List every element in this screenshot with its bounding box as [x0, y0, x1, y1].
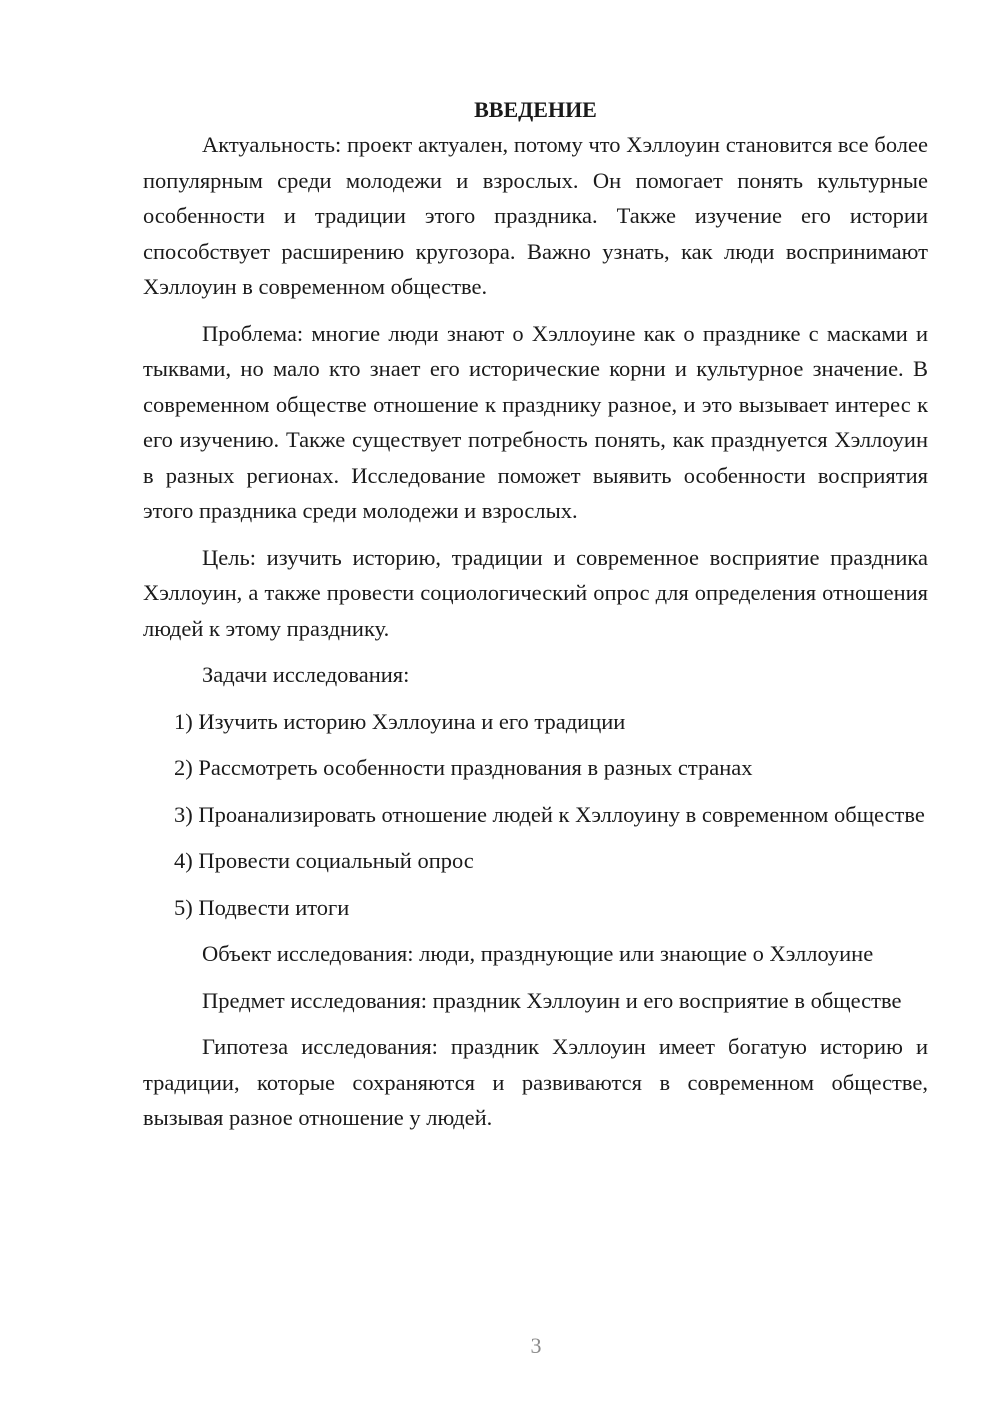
task-item-2: 2) Рассмотреть особенности празднования в разных странах — [174, 755, 753, 780]
relevance-paragraph: Актуальность: проект актуален, потому что Хэллоуин становится все более популярным среди молодежи и взрослых. Он помогает понять культурные особенности и традиции этого праздника. Также изучение его истории способствует расширению кругозора. Важно узнать, как люди воспринимают Хэллоуин в современном обществе. — [143, 132, 928, 299]
subject-paragraph: Предмет исследования: праздник Хэллоуин и его восприятие в обществе — [202, 987, 902, 1013]
document-body — [143, 92, 928, 1136]
section-heading: ВВЕДЕНИЕ — [474, 97, 597, 122]
object-paragraph: Объект исследования: люди, празднующие или знающие о Хэллоуине — [202, 941, 874, 966]
problem-paragraph: Проблема: многие люди знают о Хэллоуине как о празднике с масками и тыквами, но мало кто знает его исторические корни и культурное значение. В современном обществе отношение к празднику разное, и это вызывает интерес к его изучению. Также существует потребность понять, как празднуется Хэллоуин в разных регионах. Исследование поможет выявить особенности восприятия этого праздника среди молодежи и взрослых. — [143, 320, 928, 523]
task-item-1: 1) Изучить историю Хэллоуина и его традиции — [174, 708, 626, 734]
goal-paragraph: Цель: изучить историю, традиции и современное восприятие праздника Хэллоуин, а также провести социологический опрос для определения отношения людей к этому празднику. — [143, 544, 928, 641]
task-item-5: 5) Подвести итоги — [174, 894, 350, 920]
task-item-3: 3) Проанализировать отношение людей к Хэллоуину в современном обществе — [174, 801, 925, 827]
page-number: 3 — [530, 1333, 542, 1358]
task-item-4: 4) Провести социальный опрос — [174, 848, 474, 873]
tasks-heading: Задачи исследования: — [202, 662, 410, 687]
hypothesis-paragraph: Гипотеза исследования: праздник Хэллоуин имеет богатую историю и традиции, которые сохраняются и развиваются в современном обществе, вызывая разное отношение у людей. — [143, 1034, 928, 1130]
